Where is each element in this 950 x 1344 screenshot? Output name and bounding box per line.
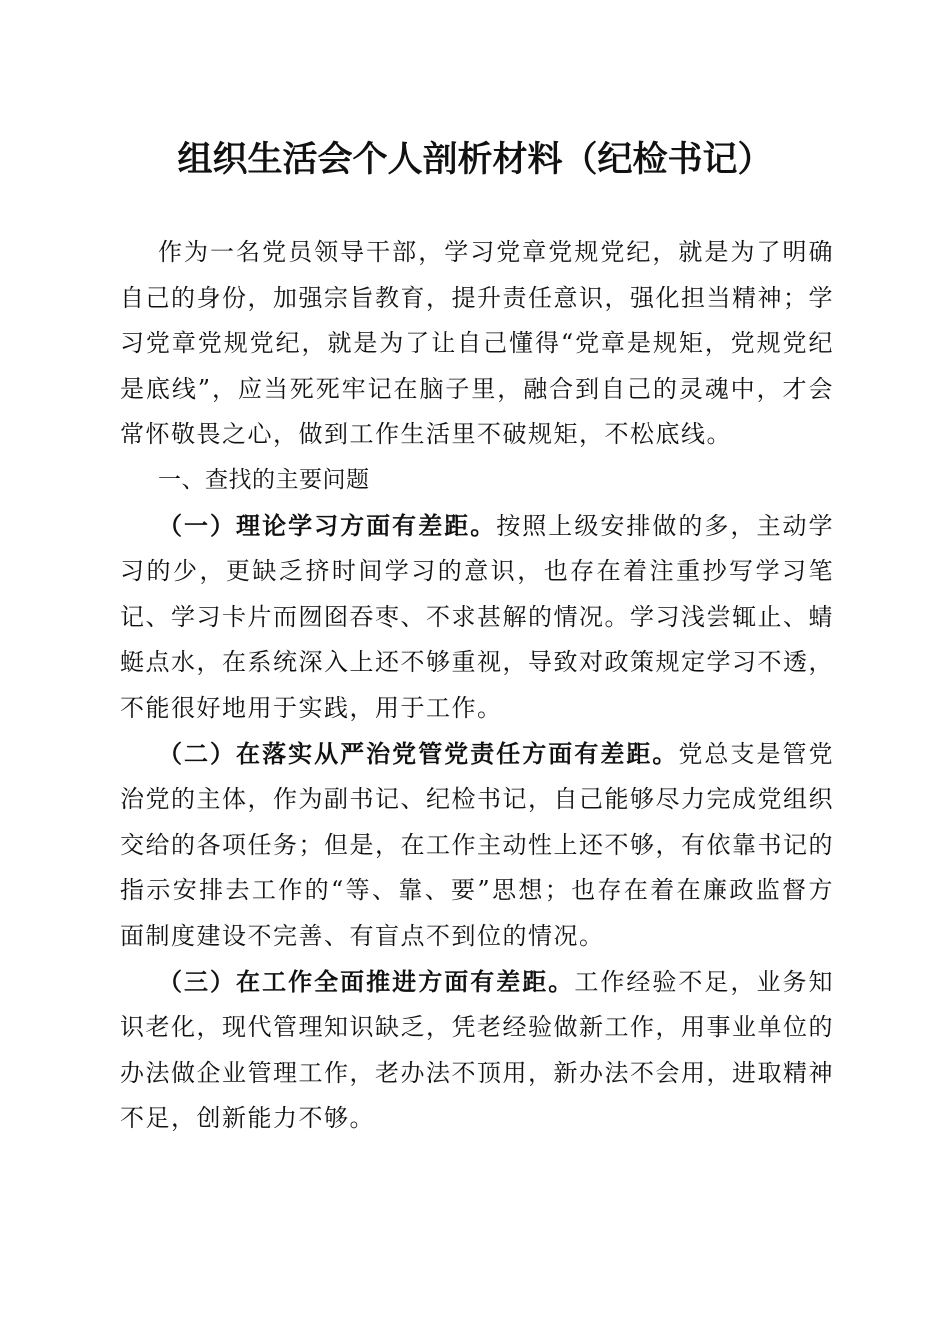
problem-item-3 [120, 960, 834, 1142]
section-heading: 一、查找的主要问题 [158, 466, 370, 493]
problem-item-3-text: 工作经验不足，业务知识老化，现代管理知识缺乏，凭老经验做新工作，用事业单位的办法做企业管理工作，老办法不顶用，新办法不会用，进取精神不足，创新能力不够。 [120, 967, 835, 1133]
problem-item-1-text: 按照上级安排做的多，主动学习的少，更缺乏挤时间学习的意识，也存在着注重抄写学习笔记、学习卡片而囫囵吞枣、不求甚解的情况。学习浅尝辄止、蜻蜓点水，在系统深入上还不够重视，导致对政策规定学习不透，不能很好地用于实践，用于工作。 [120, 511, 835, 722]
problem-item-2-lead: （二）在落实从严治党管党责任方面有差距。 [158, 739, 679, 768]
document-body [120, 230, 834, 1142]
problem-item-1 [120, 504, 834, 732]
document-title: 组织生活会个人剖析材料（纪检书记） [177, 140, 773, 180]
problem-item-2 [120, 732, 834, 960]
problem-item-3-lead: （三）在工作全面推进方面有差距。 [158, 967, 575, 996]
problem-item-1-lead: （一）理论学习方面有差距。 [158, 511, 497, 540]
intro-paragraph: 作为一名党员领导干部，学习党章党规党纪，就是为了明确自己的身份，加强宗旨教育，提升责任意识，强化担当精神；学习党章党规党纪，就是为了让自己懂得“党章是规矩，党规党纪是底线”，应当死死牢记在脑子里，融合到自己的灵魂中，才会常怀敬畏之心，做到工作生活里不破规矩，不松底线。 [120, 238, 834, 449]
problem-item-2-text: 党总支是管党治党的主体，作为副书记、纪检书记，自己能够尽力完成党组织交给的各项任务；但是，在工作主动性上还不够，有依靠书记的指示安排去工作的“等、靠、要”思想；也存在着在廉政监督方面制度建设不完善、有盲点不到位的情况。 [120, 739, 835, 950]
